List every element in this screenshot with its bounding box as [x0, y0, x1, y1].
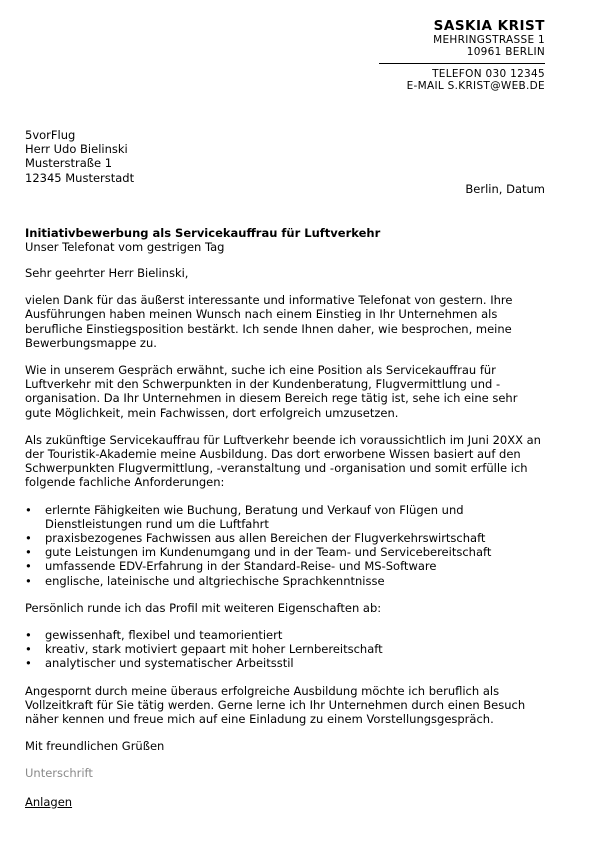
- recipient-company: 5vorFlug: [25, 128, 76, 142]
- profile-intro: Persönlich runde ich das Profil mit weiteren Eigenschaften ab:: [25, 600, 382, 615]
- subject-title: Initiativbewerbung als Servicekauffrau für Luftverkehr: [25, 226, 381, 240]
- sender-street: MEHRINGSTRASSE 1: [433, 34, 545, 46]
- letter-page: [25, 18, 545, 809]
- list-item: • kreativ, stark motiviert gepaart mit hoher Lernbereitschaft: [25, 642, 545, 656]
- recipient-block: [25, 128, 134, 185]
- sender-name: SASKIA KRIST: [433, 18, 545, 34]
- recipient-city: 12345 Musterstadt: [25, 170, 135, 185]
- subject-reference: Unser Telefonat vom gestrigen Tag: [25, 240, 225, 254]
- sender-divider: [379, 62, 545, 64]
- sender-email: E-MAIL S.KRIST@WEB.DE: [406, 80, 545, 92]
- letter-date: Berlin, Datum: [465, 182, 545, 196]
- list-item: • umfassende EDV-Erfahrung in der Standard-Reise- und MS-Software: [25, 559, 545, 573]
- traits-list: [25, 628, 545, 671]
- subject-block: [25, 226, 380, 254]
- enclosures-label: Anlagen: [25, 794, 73, 809]
- recipient-street: Musterstraße 1: [25, 156, 113, 171]
- sender-city: 10961 BERLIN: [466, 46, 545, 58]
- list-item: • praxisbezogenes Fachwissen aus allen Bereichen der Flugverkehrswirtschaft: [25, 531, 545, 545]
- list-item: • erlernte Fähigkeiten wie Buchung, Beratung und Verkauf von Flügen und Dienstleistungen rund um die Luftfahrt: [25, 503, 545, 531]
- list-item: • gute Leistungen im Kundenumgang und in der Team- und Servicebereitschaft: [25, 545, 545, 559]
- skills-list: [25, 503, 545, 588]
- signature-placeholder: Unterschrift: [25, 766, 93, 781]
- paragraph: vielen Dank für das äußerst interessante und informative Telefonat von gestern. Ihre Ausführungen haben meinen Wunsch nach einem Einstieg in Ihr Unternehmen als berufliche Einstiegsposition bestärkt. Ich sende Ihnen daher, wie besprochen, meine Bewerbungsmappe zu.: [25, 293, 513, 350]
- letter-body: [25, 266, 545, 809]
- paragraph: Wie in unserem Gespräch erwähnt, suche ich eine Position als Servicekauffrau für Luftverkehr mit den Schwerpunkten in der Kundenberatung, Flugvermittlung und -organisation. Da Ihr Unternehmen in diesem Bereich rege tätig ist, sehe ich eine sehr gute Möglichkeit, mein Fachwissen, dort erfolgreich umzusetzen.: [25, 363, 518, 420]
- recipient-person: Herr Udo Bielinski: [25, 142, 128, 157]
- closing-greeting: Mit freundlichen Grüßen: [25, 739, 165, 754]
- list-item: • gewissenhaft, flexibel und teamorientiert: [25, 628, 545, 642]
- salutation: Sehr geehrter Herr Bielinski,: [25, 266, 189, 280]
- sender-block: [25, 18, 545, 92]
- list-item: • englische, lateinische und altgriechische Sprachkenntnisse: [25, 574, 545, 588]
- closing-paragraph: Angespornt durch meine überaus erfolgreiche Ausbildung möchte ich beruflich als Vollzeitkraft für Sie tätig werden. Gerne lerne ich Ihr Unternehmen durch einen Besuch näher kennen und freue mich auf eine Einladung zu einem Vorstellungsgespräch.: [25, 683, 526, 727]
- list-item: • analytischer und systematischer Arbeitsstil: [25, 656, 545, 670]
- paragraph: Als zukünftige Servicekauffrau für Luftverkehr beende ich voraussichtlich im Juni 20XX an der Touristik-Akademie meine Ausbildung. Das dort erworbene Wissen basiert auf den Schwerpunkten Flugvermittlung, -veranstaltung und -organisation und somit erfülle ich folgende fachliche Anforderungen:: [25, 432, 541, 490]
- sender-phone: TELEFON 030 12345: [432, 68, 545, 80]
